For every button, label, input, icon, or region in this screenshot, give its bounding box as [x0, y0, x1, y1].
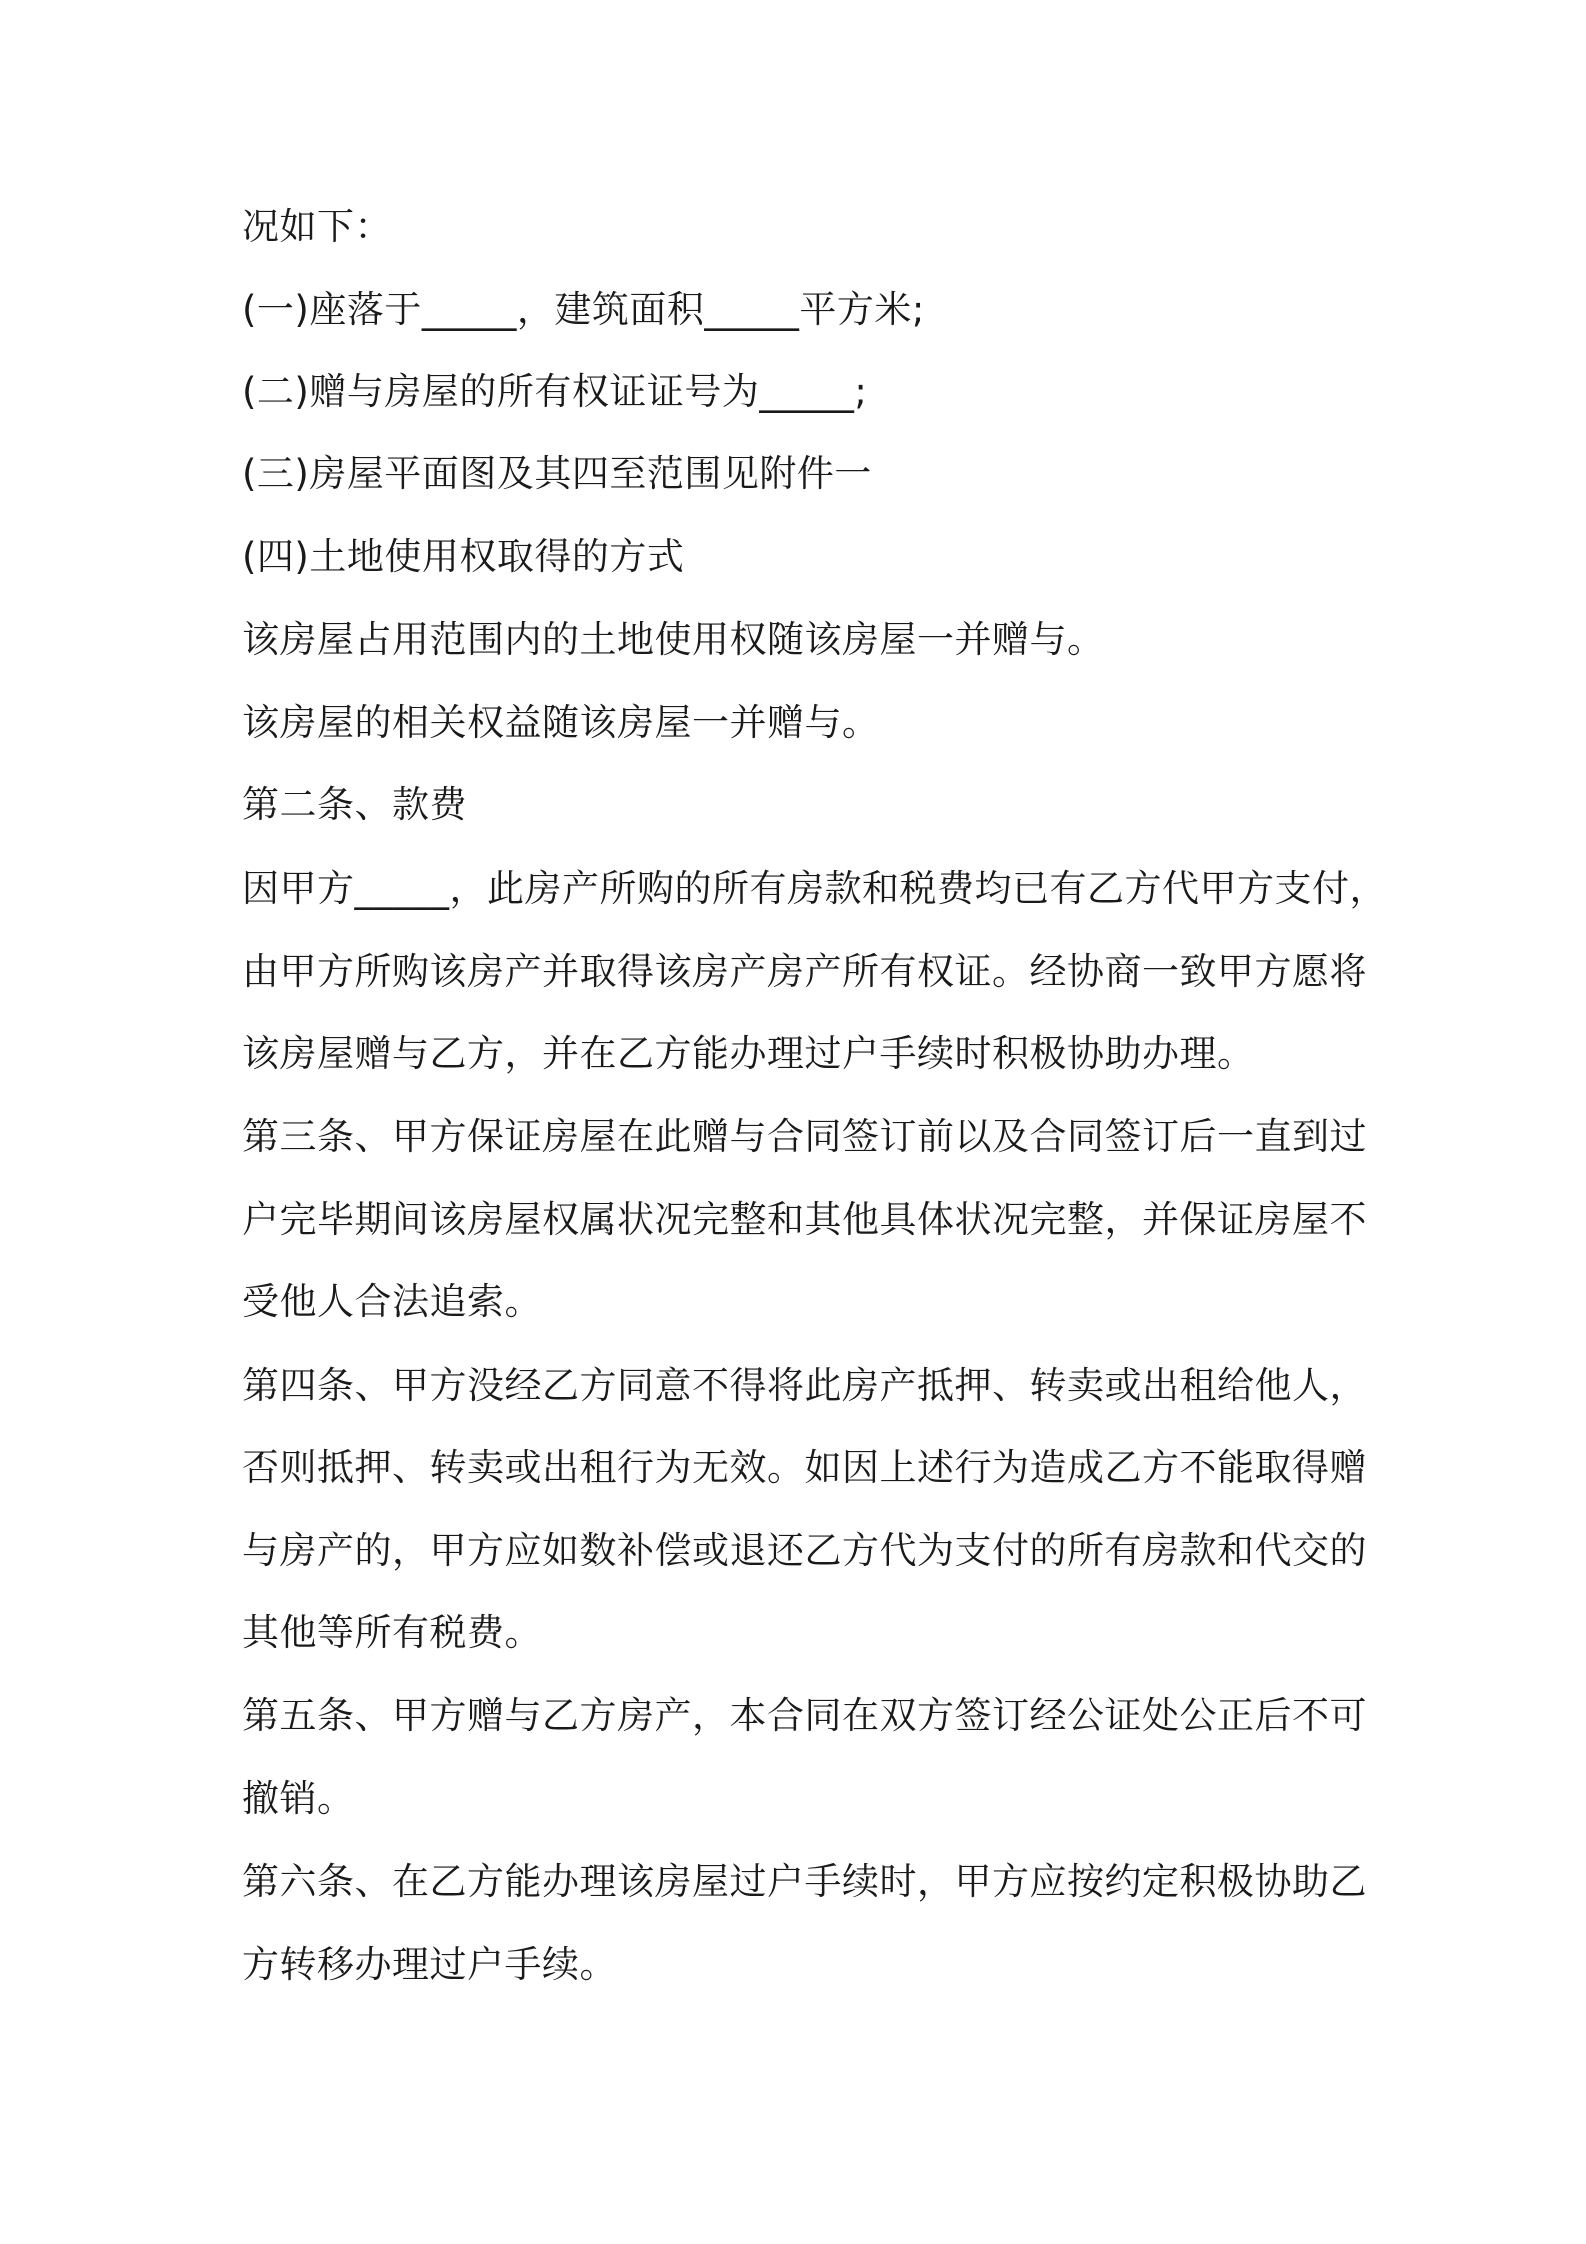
text-line: 方转移办理过户手续。 [242, 1943, 617, 1986]
text-line: (四)土地使用权取得的方式 [242, 535, 685, 578]
text-line: 户完毕期间该房屋权属状况完整和其他具体状况完整，并保证房屋不 [242, 1198, 1367, 1241]
section-heading: 第二条、款费 [242, 783, 467, 826]
text-line: (三)房屋平面图及其四至范围见附件一 [242, 452, 872, 495]
text-line: 第五条、甲方赠与乙方房产，本合同在双方签订经公证处公正后不可 [242, 1694, 1367, 1737]
text-line: (二)赠与房屋的所有权证证号为_____; [242, 370, 868, 413]
text-line: 该房屋的相关权益随该房屋一并赠与。 [242, 701, 880, 744]
text-line: (一)座落于_____，建筑面积_____平方米; [242, 288, 925, 331]
text-line: 第六条、在乙方能办理该房屋过户手续时，甲方应按约定积极协助乙 [242, 1860, 1367, 1903]
text-line: 该房屋占用范围内的土地使用权随该房屋一并赠与。 [242, 618, 1105, 661]
text-line: 由甲方所购该房产并取得该房产房产所有权证。经协商一致甲方愿将 [242, 950, 1367, 993]
text-line: 与房产的，甲方应如数补偿或退还乙方代为支付的所有房款和代交的 [242, 1529, 1367, 1572]
text-line: 因甲方_____，此房产所购的所有房款和税费均已有乙方代甲方支付， [242, 867, 1387, 910]
text-line: 其他等所有税费。 [242, 1611, 542, 1654]
text-line: 撤销。 [242, 1777, 355, 1820]
text-line: 该房屋赠与乙方，并在乙方能办理过户手续时积极协助办理。 [242, 1032, 1255, 1075]
text-line: 否则抵押、转卖或出租行为无效。如因上述行为造成乙方不能取得赠 [242, 1446, 1367, 1489]
text-line: 受他人合法追索。 [242, 1280, 542, 1323]
text-line: 况如下： [242, 205, 392, 248]
text-line: 第四条、甲方没经乙方同意不得将此房产抵押、转卖或出租给他人， [242, 1364, 1367, 1407]
text-line: 第三条、甲方保证房屋在此赠与合同签订前以及合同签订后一直到过 [242, 1115, 1367, 1158]
